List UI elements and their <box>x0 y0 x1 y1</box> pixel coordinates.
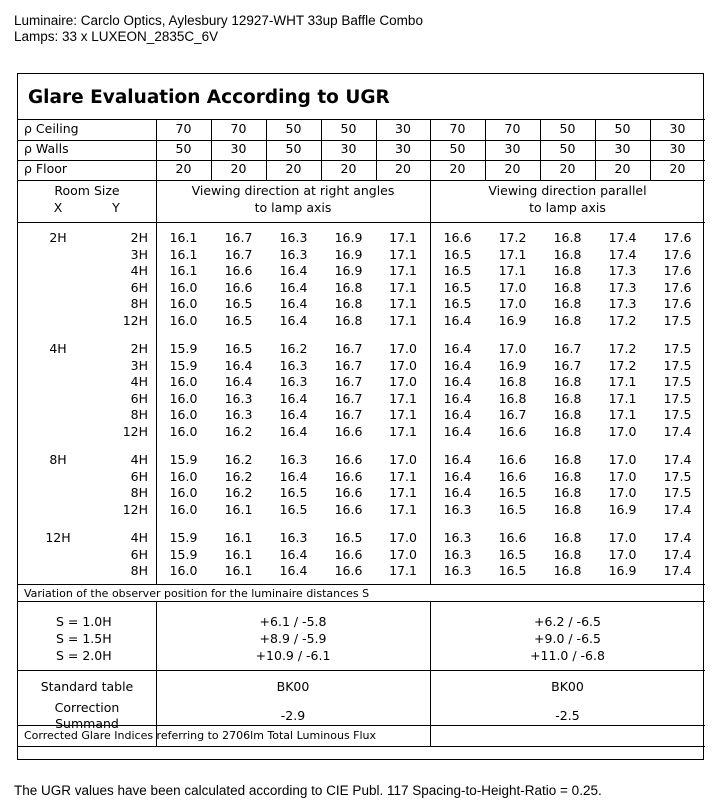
reflectance-value: 30 <box>340 141 357 156</box>
ugr-value: 17.0 <box>389 357 417 373</box>
ugr-value: 16.9 <box>498 312 527 328</box>
ugr-value: 16.8 <box>553 279 582 295</box>
ugr-value: 16.3 <box>224 407 253 422</box>
ugr-value: 16.7 <box>553 357 582 373</box>
ugr-value: 17.1 <box>389 390 417 406</box>
ugr-value: 16.4 <box>224 374 253 389</box>
ugr-value: 16.7 <box>334 374 363 389</box>
room-x-label: 8H <box>49 452 67 467</box>
ugr-value: 17.5 <box>663 390 692 406</box>
ugr-value: 16.5 <box>279 501 308 517</box>
ugr-value: 16.0 <box>169 563 198 578</box>
reflectance-value: 30 <box>395 121 411 136</box>
ugr-value: 17.1 <box>608 407 637 422</box>
ugr-value: 17.1 <box>389 423 417 439</box>
reflectance-value: 50 <box>175 141 192 156</box>
ugr-value: 16.0 <box>169 279 198 295</box>
correction-label: Correction <box>54 700 120 715</box>
ugr-value: 17.2 <box>608 341 637 356</box>
ugr-value: 17.1 <box>389 563 417 578</box>
ugr-value: 16.8 <box>553 246 582 262</box>
ugr-value: 17.0 <box>389 452 417 467</box>
variation-right-angles: +6.1 / -5.8 <box>259 614 327 629</box>
ugr-value: 16.9 <box>498 357 527 373</box>
ugr-value: 16.4 <box>279 296 308 311</box>
room-y-label: 3H <box>130 357 148 373</box>
variation-parallel: +6.2 / -6.5 <box>534 614 601 629</box>
table-rule <box>18 601 705 602</box>
ugr-value: 17.2 <box>608 312 637 328</box>
correction-right: -2.9 <box>280 708 306 723</box>
direction-parallel-2: to lamp axis <box>529 200 606 215</box>
ugr-value: 16.5 <box>443 263 472 278</box>
ugr-value: 16.8 <box>553 312 582 328</box>
room-size-label: Room Size <box>54 183 120 198</box>
ugr-value: 17.0 <box>608 546 637 562</box>
ugr-value: 16.8 <box>498 374 527 389</box>
reflectance-value: 70 <box>504 121 521 136</box>
direction-right-angles-2: to lamp axis <box>254 200 332 215</box>
ugr-value: 17.0 <box>608 423 637 439</box>
variation-right-angles: +10.9 / -6.1 <box>255 648 331 663</box>
ugr-value: 16.4 <box>279 468 308 484</box>
ugr-value: 16.4 <box>279 279 308 295</box>
ugr-value: 17.6 <box>663 296 692 311</box>
ugr-value: 16.4 <box>279 407 308 422</box>
ugr-value: 17.1 <box>389 230 417 245</box>
room-x-label: 4H <box>49 341 67 356</box>
ugr-value: 16.1 <box>169 246 198 262</box>
room-x-label: 2H <box>49 230 67 245</box>
ugr-value: 17.0 <box>608 485 637 500</box>
ugr-value: 17.1 <box>389 263 417 278</box>
standard-table-label: Standard table <box>40 679 134 694</box>
reflectance-value: 20 <box>395 161 411 176</box>
ugr-value: 16.5 <box>498 546 527 562</box>
ugr-value: 16.6 <box>498 423 527 439</box>
ugr-value: 17.1 <box>389 501 417 517</box>
table-rule <box>18 222 705 223</box>
ugr-value: 16.5 <box>224 312 253 328</box>
room-y-label: 8H <box>130 563 148 578</box>
reflectance-value: 20 <box>669 161 686 176</box>
ugr-value: 16.4 <box>279 423 308 439</box>
ugr-value: 17.1 <box>608 374 637 389</box>
ugr-value: 16.9 <box>334 246 363 262</box>
reflectance-value: 20 <box>449 161 466 176</box>
ugr-value: 16.2 <box>224 485 253 500</box>
ugr-value: 16.6 <box>498 530 527 545</box>
reflectance-value: 20 <box>340 161 357 176</box>
ugr-value: 16.5 <box>498 501 527 517</box>
ugr-value: 16.7 <box>334 390 363 406</box>
ugr-value: 16.6 <box>224 279 253 295</box>
ugr-value: 17.1 <box>498 263 527 278</box>
ugr-value: 16.7 <box>334 357 363 373</box>
ugr-value: 17.2 <box>498 230 527 245</box>
ugr-value: 16.4 <box>279 312 308 328</box>
ugr-value: 17.5 <box>663 357 692 373</box>
ugr-value: 16.8 <box>553 468 582 484</box>
table-rule <box>18 584 705 585</box>
variation-distance: S = 2.0H <box>56 648 112 663</box>
ugr-value: 16.4 <box>443 468 472 484</box>
ugr-value: 16.9 <box>608 563 637 578</box>
ugr-value: 17.1 <box>389 468 417 484</box>
ugr-value: 16.6 <box>498 468 527 484</box>
ugr-value: 16.8 <box>553 296 582 311</box>
ugr-value: 17.0 <box>389 341 417 356</box>
ugr-value: 17.0 <box>498 341 527 356</box>
ugr-value: 16.4 <box>279 390 308 406</box>
ugr-value: 17.0 <box>608 452 637 467</box>
ugr-value: 17.1 <box>389 407 417 422</box>
reflectance-label: ρ Walls <box>24 141 69 156</box>
reflectance-value: 20 <box>285 161 302 176</box>
ugr-value: 16.0 <box>169 407 198 422</box>
ugr-value: 16.7 <box>334 407 363 422</box>
reflectance-value: 30 <box>504 141 521 156</box>
ugr-value: 17.5 <box>663 341 692 356</box>
ugr-value: 17.3 <box>608 263 637 278</box>
ugr-value: 16.7 <box>224 246 253 262</box>
reflectance-value: 50 <box>614 121 631 136</box>
ugr-value: 16.7 <box>224 230 253 245</box>
ugr-value: 16.8 <box>498 390 527 406</box>
ugr-value: 16.5 <box>443 279 472 295</box>
ugr-value: 17.1 <box>608 390 637 406</box>
ugr-value: 16.5 <box>224 341 253 356</box>
ugr-value: 17.4 <box>663 546 692 562</box>
ugr-value: 17.1 <box>389 296 417 311</box>
ugr-value: 16.4 <box>443 390 472 406</box>
ugr-value: 16.8 <box>553 374 582 389</box>
ugr-value: 17.6 <box>663 246 692 262</box>
ugr-value: 17.4 <box>608 246 637 262</box>
ugr-value: 16.9 <box>608 501 637 517</box>
room-y-label: 12H <box>122 312 148 328</box>
ugr-value: 16.0 <box>169 485 198 500</box>
variation-parallel: +11.0 / -6.8 <box>530 648 605 663</box>
ugr-value: 16.5 <box>498 485 527 500</box>
table-rule <box>18 746 705 747</box>
ugr-value: 16.7 <box>334 341 363 356</box>
ugr-value: 16.4 <box>443 423 472 439</box>
ugr-value: 16.5 <box>443 296 472 311</box>
ugr-value: 16.8 <box>553 546 582 562</box>
room-y-label: 12H <box>122 501 148 517</box>
ugr-value: 16.3 <box>279 357 308 373</box>
ugr-value: 16.6 <box>224 263 253 278</box>
correction-parallel: -2.5 <box>555 708 580 723</box>
ugr-value: 16.8 <box>553 230 582 245</box>
ugr-value: 17.0 <box>498 279 527 295</box>
ugr-value: 16.6 <box>443 230 472 245</box>
ugr-value: 16.6 <box>498 452 527 467</box>
reflectance-value: 20 <box>504 161 521 176</box>
variation-distance: S = 1.0H <box>56 614 112 629</box>
table-title: Glare Evaluation According to UGR <box>28 87 390 108</box>
ugr-value: 17.0 <box>498 296 527 311</box>
lamps-title: Lamps: 33 x LUXEON_2835C_6V <box>14 29 219 44</box>
ugr-value: 17.0 <box>389 530 417 545</box>
room-y-label: 8H <box>130 485 148 500</box>
ugr-table-frame <box>17 73 704 760</box>
reflectance-value: 30 <box>230 141 247 156</box>
ugr-value: 16.4 <box>279 563 308 578</box>
table-rule <box>18 180 705 181</box>
ugr-value: 16.8 <box>553 501 582 517</box>
ugr-value: 16.3 <box>443 501 472 517</box>
ugr-value: 16.3 <box>279 452 308 467</box>
ugr-value: 16.4 <box>443 485 472 500</box>
variation-distance: S = 1.5H <box>56 631 112 646</box>
ugr-value: 16.5 <box>224 296 253 311</box>
room-y-label: 4H <box>130 263 148 278</box>
direction-parallel: Viewing direction parallel <box>488 183 647 198</box>
corrected-note: Corrected Glare Indices referring to 2706lm Total Luminous Flux <box>24 729 377 742</box>
ugr-value: 16.0 <box>169 423 198 439</box>
reflectance-value: 70 <box>449 121 466 136</box>
room-y-label: 12H <box>122 423 148 439</box>
reflectance-value: 20 <box>175 161 192 176</box>
ugr-value: 16.8 <box>553 452 582 467</box>
ugr-value: 16.6 <box>334 546 363 562</box>
ugr-value: 17.5 <box>663 485 692 500</box>
variation-parallel: +9.0 / -6.5 <box>534 631 601 646</box>
x-axis-label: X <box>53 200 63 215</box>
reflectance-value: 20 <box>230 161 247 176</box>
reflectance-value: 30 <box>669 121 686 136</box>
ugr-value: 16.4 <box>443 374 472 389</box>
ugr-value: 17.0 <box>608 468 637 484</box>
standard-table-right: BK00 <box>276 679 310 694</box>
ugr-value: 16.5 <box>498 563 527 578</box>
ugr-value: 16.4 <box>443 407 472 422</box>
ugr-value: 17.2 <box>608 357 637 373</box>
reflectance-value: 50 <box>340 121 357 136</box>
ugr-value: 16.2 <box>224 468 253 484</box>
ugr-value: 16.6 <box>334 452 363 467</box>
variation-right-angles: +8.9 / -5.9 <box>259 631 327 646</box>
ugr-value: 16.3 <box>224 390 253 406</box>
ugr-value: 17.4 <box>663 423 692 439</box>
ugr-value: 16.9 <box>334 230 363 245</box>
direction-right-angles: Viewing direction at right angles <box>191 183 395 198</box>
ugr-value: 16.8 <box>334 296 363 311</box>
ugr-value: 16.1 <box>224 563 253 578</box>
table-rule <box>18 670 705 671</box>
ugr-value: 16.8 <box>553 485 582 500</box>
ugr-value: 15.9 <box>169 530 198 545</box>
ugr-value: 16.5 <box>443 246 472 262</box>
room-y-label: 6H <box>130 546 148 562</box>
ugr-value: 17.4 <box>663 563 692 578</box>
ugr-value: 17.6 <box>663 279 692 295</box>
reflectance-value: 20 <box>614 161 631 176</box>
ugr-value: 16.6 <box>334 501 363 517</box>
ugr-value: 16.1 <box>169 230 198 245</box>
ugr-value: 17.6 <box>663 230 692 245</box>
reflectance-label: ρ Floor <box>24 161 68 176</box>
ugr-value: 16.8 <box>553 423 582 439</box>
ugr-value: 15.9 <box>169 452 198 467</box>
ugr-value: 16.0 <box>169 296 198 311</box>
ugr-value: 16.8 <box>553 407 582 422</box>
room-y-label: 6H <box>130 468 148 484</box>
ugr-value: 15.9 <box>169 341 198 356</box>
ugr-value: 16.0 <box>169 312 198 328</box>
ugr-value: 16.8 <box>553 263 582 278</box>
room-x-label: 12H <box>45 530 71 545</box>
ugr-value: 16.5 <box>334 530 363 545</box>
room-y-label: 4H <box>130 452 148 467</box>
ugr-value: 16.4 <box>443 452 472 467</box>
room-y-label: 8H <box>130 407 148 422</box>
standard-table-parallel: BK00 <box>551 679 584 694</box>
table-rule <box>18 119 705 120</box>
ugr-value: 17.5 <box>663 374 692 389</box>
ugr-value: 16.0 <box>169 501 198 517</box>
correction-label-2: Summand <box>55 716 119 731</box>
room-y-label: 3H <box>130 246 148 262</box>
reflectance-value: 20 <box>559 161 576 176</box>
ugr-value: 16.4 <box>224 357 253 373</box>
ugr-value: 16.1 <box>224 546 253 562</box>
room-y-label: 2H <box>130 230 148 245</box>
ugr-value: 17.5 <box>663 312 692 328</box>
ugr-value: 16.0 <box>169 374 198 389</box>
reflectance-value: 30 <box>669 141 686 156</box>
ugr-value: 17.0 <box>389 546 417 562</box>
luminaire-title: Luminaire: Carclo Optics, Aylesbury 12927-WHT 33up Baffle Combo <box>14 13 423 28</box>
y-axis-label: Y <box>112 200 120 215</box>
room-y-label: 4H <box>130 530 148 545</box>
ugr-value: 16.1 <box>169 263 198 278</box>
reflectance-label: ρ Ceiling <box>24 121 79 136</box>
ugr-value: 16.3 <box>443 530 472 545</box>
room-y-label: 6H <box>130 390 148 406</box>
ugr-value: 16.6 <box>334 468 363 484</box>
ugr-value: 15.9 <box>169 546 198 562</box>
ugr-value: 16.5 <box>279 485 308 500</box>
reflectance-value: 70 <box>175 121 192 136</box>
ugr-value: 16.6 <box>334 563 363 578</box>
room-y-label: 4H <box>130 374 148 389</box>
ugr-value: 16.8 <box>553 390 582 406</box>
ugr-value: 16.6 <box>334 485 363 500</box>
ugr-value: 16.8 <box>334 312 363 328</box>
ugr-value: 16.4 <box>279 263 308 278</box>
reflectance-value: 30 <box>614 141 631 156</box>
ugr-value: 16.1 <box>224 530 253 545</box>
reflectance-value: 50 <box>285 121 302 136</box>
ugr-value: 17.3 <box>608 279 637 295</box>
ugr-value: 16.4 <box>279 546 308 562</box>
ugr-value: 17.0 <box>608 530 637 545</box>
ugr-value: 17.1 <box>498 246 527 262</box>
ugr-value: 16.3 <box>443 563 472 578</box>
ugr-value: 17.1 <box>389 312 417 328</box>
ugr-value: 16.7 <box>553 341 582 356</box>
ugr-value: 16.8 <box>334 279 363 295</box>
ugr-value: 15.9 <box>169 357 198 373</box>
ugr-value: 16.2 <box>224 452 253 467</box>
ugr-value: 16.0 <box>169 468 198 484</box>
ugr-value: 17.1 <box>389 246 417 262</box>
ugr-value: 16.8 <box>553 530 582 545</box>
ugr-value: 16.3 <box>279 530 308 545</box>
reflectance-value: 50 <box>449 141 466 156</box>
ugr-value: 16.6 <box>334 423 363 439</box>
ugr-value: 16.4 <box>443 357 472 373</box>
room-y-label: 6H <box>130 279 148 295</box>
reflectance-value: 50 <box>559 141 576 156</box>
ugr-value: 16.1 <box>224 501 253 517</box>
ugr-value: 16.3 <box>279 374 308 389</box>
ugr-value: 17.3 <box>608 296 637 311</box>
ugr-value: 16.7 <box>498 407 527 422</box>
ugr-value: 17.5 <box>663 407 692 422</box>
ugr-value: 17.0 <box>389 374 417 389</box>
ugr-value: 17.4 <box>663 501 692 517</box>
ugr-value: 16.2 <box>224 423 253 439</box>
ugr-value: 17.5 <box>663 468 692 484</box>
ugr-value: 17.1 <box>389 279 417 295</box>
ugr-value: 16.3 <box>279 246 308 262</box>
ugr-value: 16.4 <box>443 312 472 328</box>
room-y-label: 2H <box>130 341 148 356</box>
ugr-value: 16.2 <box>279 341 308 356</box>
reflectance-value: 50 <box>559 121 576 136</box>
ugr-value: 16.9 <box>334 263 363 278</box>
ugr-value: 17.1 <box>389 485 417 500</box>
variation-note: Variation of the observer position for the luminaire distances S <box>24 587 370 600</box>
ugr-value: 17.6 <box>663 263 692 278</box>
ugr-value: 16.8 <box>553 563 582 578</box>
ugr-value: 16.3 <box>443 546 472 562</box>
reflectance-value: 30 <box>395 141 411 156</box>
ugr-value: 16.3 <box>279 230 308 245</box>
ugr-value: 17.4 <box>663 452 692 467</box>
calculation-note: The UGR values have been calculated according to CIE Publ. 117 Spacing-to-Height-Ratio = 0.25. <box>14 783 602 798</box>
room-y-label: 8H <box>130 296 148 311</box>
reflectance-value: 50 <box>285 141 302 156</box>
ugr-value: 17.4 <box>663 530 692 545</box>
ugr-value: 17.4 <box>608 230 637 245</box>
ugr-value: 16.4 <box>443 341 472 356</box>
reflectance-value: 70 <box>230 121 247 136</box>
ugr-value: 16.0 <box>169 390 198 406</box>
